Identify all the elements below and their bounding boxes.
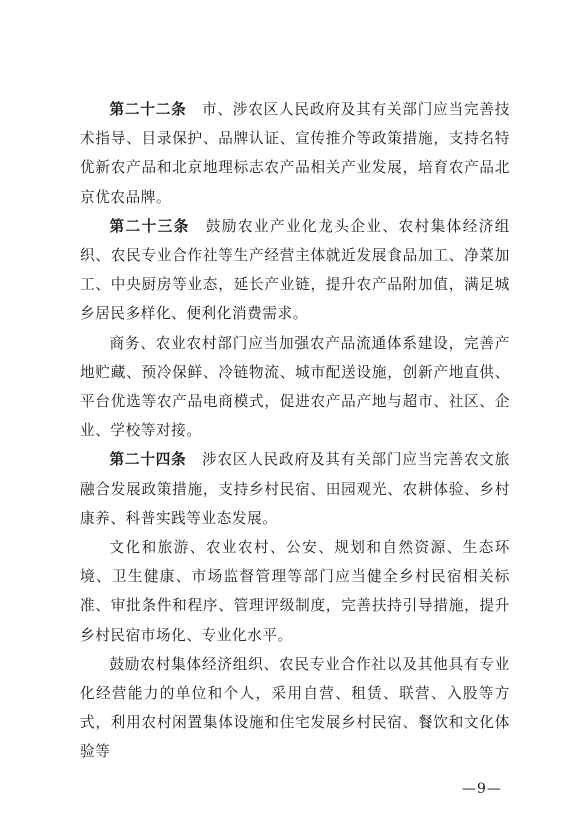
article-number: 第二十二条 bbox=[109, 101, 187, 118]
paragraph-text: 市、涉农区人民政府及其有关部门应当完善技术指导、目录保护、品牌认证、宣传推介等政策措施，支持名特优新农产品和北京地理标志农产品相关产业发展，培育农产品北京优农品牌。 bbox=[80, 101, 510, 206]
article-number: 第二十三条 bbox=[109, 217, 190, 235]
paragraph-article-22 bbox=[80, 95, 510, 212]
paragraph-article-24 bbox=[80, 445, 510, 533]
page-number: —9— bbox=[462, 781, 502, 797]
paragraph-article-23-clause-2 bbox=[80, 329, 510, 446]
paragraph-text: 鼓励农业产业化龙头企业、农村集体经济组织、农民专业合作社等生产经营主体就近发展食品加工、净菜加工、中央厨房等业态，延长产业链，提升农产品附加值，满足城乡居民多样化、便利化消费需求。 bbox=[80, 217, 510, 323]
paragraph-text: 文化和旅游、农业农村、公安、规划和自然资源、生态环境、卫生健康、市场监督管理等部门应当健全乡村民宿相关标准、审批条件和程序、管理评级制度，完善扶持引导措施，提升乡村民宿市场化、专业化水平。 bbox=[80, 539, 510, 644]
paragraph-article-24-clause-3 bbox=[80, 650, 510, 767]
paragraph-text: 商务、农业农村部门应当加强农产品流通体系建设，完善产地贮藏、预冷保鲜、冷链物流、城市配送设施，创新产地直供、平台优选等农产品电商模式，促进农产品产地与超市、社区、企业、学校等对接。 bbox=[80, 334, 510, 440]
document-body bbox=[80, 95, 510, 767]
paragraph-text: 鼓励农村集体经济组织、农民专业合作社以及其他具有专业化经营能力的单位和个人，采用自营、租赁、联营、入股等方式，利用农村闲置集体设施和住宅发展乡村民宿、餐饮和文化体验等 bbox=[80, 655, 510, 761]
article-number: 第二十四条 bbox=[109, 451, 187, 469]
paragraph-text: 涉农区人民政府及其有关部门应当完善农文旅融合发展政策措施，支持乡村民宿、田园观光、农耕体验、乡村康养、科普实践等业态发展。 bbox=[80, 451, 510, 527]
paragraph-article-24-clause-2 bbox=[80, 533, 510, 650]
paragraph-article-23 bbox=[80, 212, 510, 329]
